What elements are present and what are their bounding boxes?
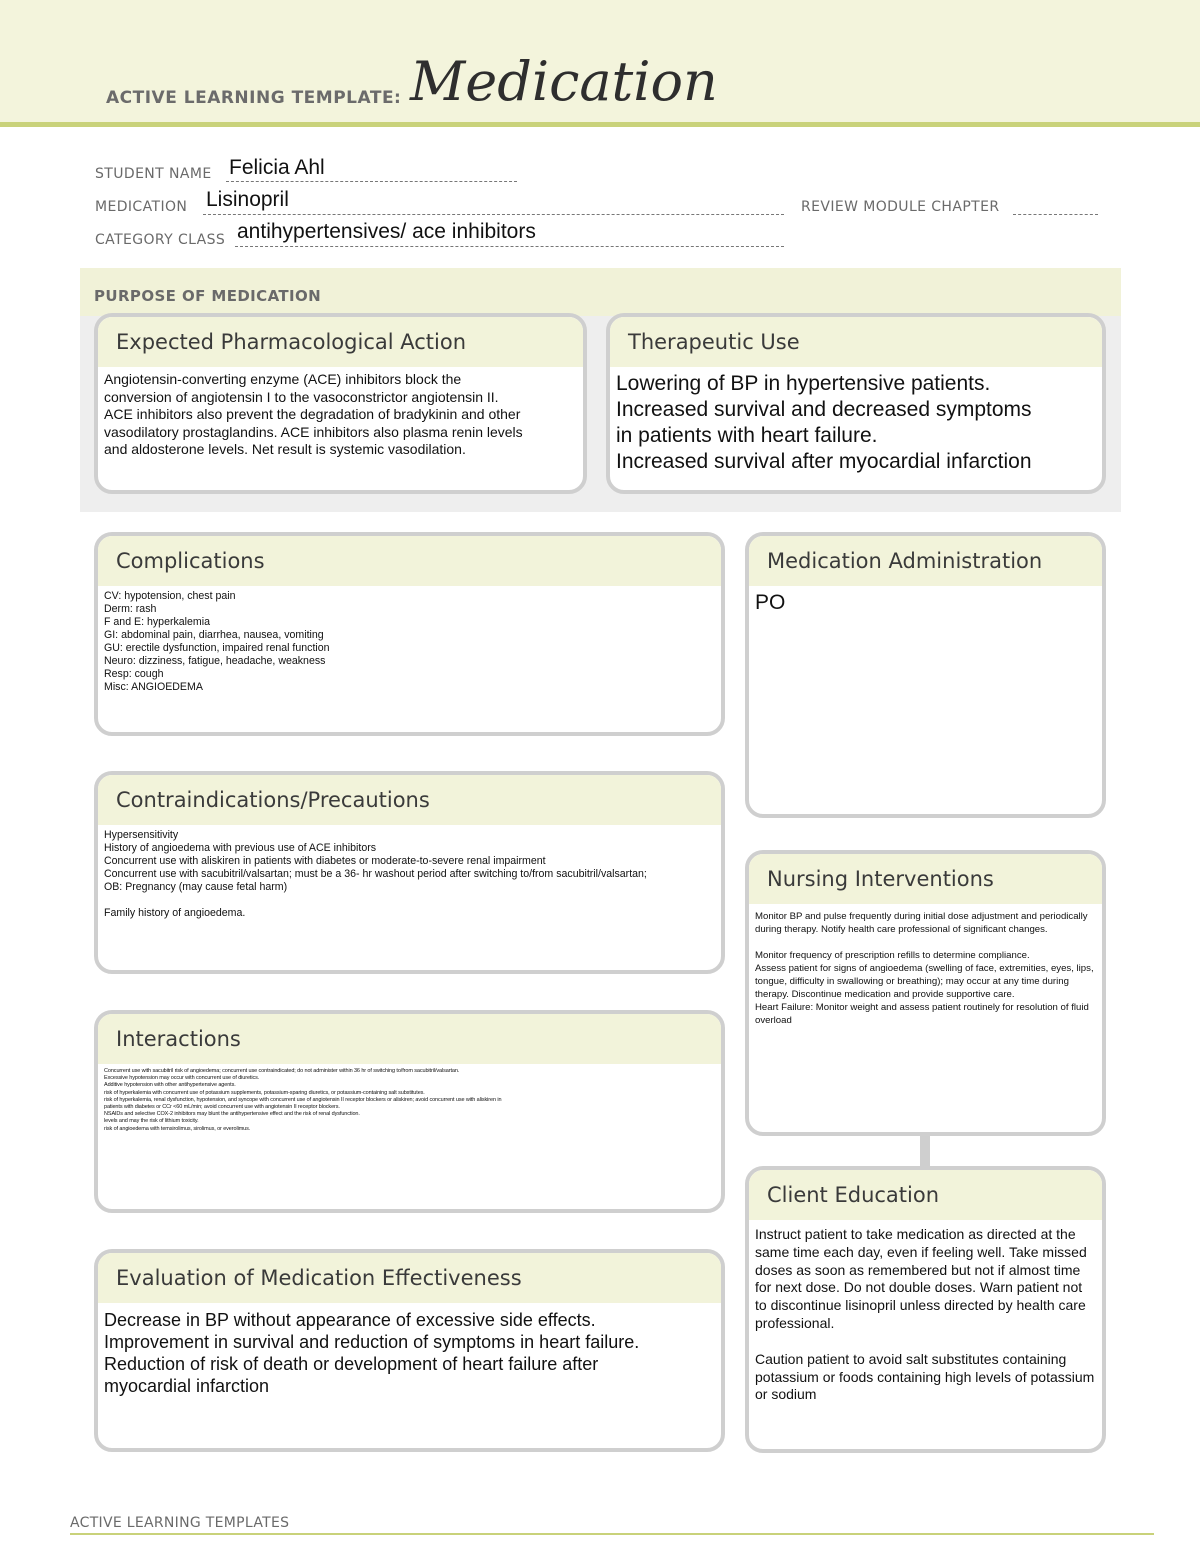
complications-box [94, 532, 725, 736]
text-line: Increased survival and decreased symptoms [616, 398, 1032, 421]
text-line: Neuro: dizziness, fatigue, headache, weakness [104, 655, 326, 667]
text-line: Derm: rash [104, 603, 157, 615]
interactions-box [94, 1010, 725, 1213]
text-line: conversion of angiotensin I to the vasoconstrictor angiotensin II. [104, 388, 499, 405]
client-education-text[interactable] [749, 1220, 1102, 1410]
complications-header [98, 536, 721, 586]
evaluation-box [94, 1249, 725, 1452]
text-line: Additive hypotension with other antihypertensive agents. [104, 1082, 236, 1089]
text-line: patients with diabetes or CCr <60 mL/min; avoid concurrent use with angiotensin II receptor blockers. [104, 1104, 340, 1111]
administration-text[interactable] [749, 586, 1102, 622]
nursing-header [749, 854, 1102, 904]
text-line: risk of angioedema with temsirolimus, sirolimus, or everolimus. [104, 1125, 251, 1132]
evaluation-header [98, 1253, 721, 1303]
text-line: CV: hypotension, chest pain [104, 590, 236, 602]
text-line: GU: erectile dysfunction, impaired renal function [104, 642, 330, 654]
complications-title: Complications [116, 549, 265, 573]
nursing-title: Nursing Interventions [767, 867, 994, 891]
evaluation-title: Evaluation of Medication Effectiveness [116, 1266, 522, 1290]
expected-action-text[interactable] [98, 367, 583, 465]
nursing-box [745, 850, 1106, 1136]
administration-header [749, 536, 1102, 586]
text-paragraph: Monitor BP and pulse frequently during initial dose adjustment and periodically during therapy. Notify health care professional of significant changes. [755, 911, 1088, 935]
medication-value: Lisinopril [206, 188, 289, 211]
text-line: Resp: cough [104, 668, 164, 680]
nursing-text[interactable] [749, 904, 1102, 1033]
text-paragraph: Caution patient to avoid salt substitutes containing potassium or foods containing high levels of potassium or sodium [755, 1350, 1095, 1403]
footer-rule [70, 1533, 1154, 1535]
text-line: Increased survival after myocardial infarction [616, 450, 1032, 473]
text-line: Hypersensitivity [104, 829, 179, 841]
spacer [755, 936, 1096, 949]
text-line: Concurrent use with aliskiren in patients with diabetes or moderate-to-severe renal impairment [104, 855, 546, 867]
text-line: Family history of angioedema. [104, 907, 246, 919]
text-line: F and E: hyperkalemia [104, 616, 210, 628]
therapeutic-use-header [610, 317, 1102, 367]
text-line: ACE inhibitors also prevent the degradation of bradykinin and other [104, 406, 521, 422]
text-paragraph: Heart Failure: Monitor weight and assess patient routinely for resolution of fluid overload [755, 1002, 1089, 1026]
client-education-box [745, 1166, 1106, 1453]
client-education-title: Client Education [767, 1183, 940, 1207]
client-education-header [749, 1170, 1102, 1220]
review-module-field[interactable] [1013, 195, 1098, 215]
contraindications-header [98, 775, 721, 825]
text-paragraph: Monitor frequency of prescription refills to determine compliance. [755, 950, 1030, 961]
expected-action-header [98, 317, 583, 367]
text-paragraph: Instruct patient to take medication as directed at the same time each day, even if feeling well. Take missed doses as soon as remembered but not if almost time for next dose. Do not double doses. Warn patient not to discontinue lisinopril unless directed by health care professional. [755, 1226, 1087, 1331]
review-module-label: REVIEW MODULE CHAPTER [801, 199, 1000, 215]
category-class-value: antihypertensives/ ace inhibitors [237, 220, 536, 243]
text-line: risk of hyperkalemia, renal dysfunction, hypotension, and syncope with concurrent use of angiotensin II receptor blockers or aliskiren; avoid concurrent use with aliskiren in [104, 1096, 502, 1103]
text-line: risk of hyperkalemia with concurrent use of potassium supplements, potassium-sparing diuretics, or potassium-containing salt substitutes. [104, 1089, 425, 1096]
interactions-header [98, 1014, 721, 1064]
text-line: myocardial infarction [104, 1376, 270, 1396]
administration-title: Medication Administration [767, 549, 1043, 573]
therapeutic-use-title: Therapeutic Use [628, 330, 800, 354]
text-line: PO [755, 591, 786, 614]
spacer [104, 894, 715, 907]
medication-label: MEDICATION [95, 199, 188, 215]
text-line: Decrease in BP without appearance of excessive side effects. [104, 1310, 596, 1330]
text-line: History of angioedema with previous use of ACE inhibitors [104, 842, 377, 854]
text-paragraph: Assess patient for signs of angioedema (swelling of face, extremities, eyes, lips, tongue, difficulty in swallowing or breathing); may occur at any time during therapy. Discontinue medication and provide supportive care. [755, 963, 1094, 1000]
interactions-title: Interactions [116, 1027, 241, 1051]
text-line: Lowering of BP in hypertensive patients. [616, 372, 991, 395]
contraindications-box [94, 771, 725, 974]
contraindications-text[interactable] [98, 825, 721, 926]
contraindications-title: Contraindications/Precautions [116, 788, 430, 812]
text-line: Reduction of risk of death or development of heart failure after [104, 1354, 599, 1374]
therapeutic-use-box [606, 313, 1106, 494]
text-line: Misc: ANGIOEDEMA [104, 681, 203, 693]
text-line: OB: Pregnancy (may cause fetal harm) [104, 881, 288, 893]
evaluation-text[interactable] [98, 1303, 721, 1403]
administration-box [745, 532, 1106, 818]
therapeutic-use-text[interactable] [610, 367, 1102, 481]
medication-field[interactable] [203, 195, 784, 215]
footer-label: ACTIVE LEARNING TEMPLATES [70, 1515, 290, 1531]
text-line: levels and may the risk of lithium toxicity. [104, 1118, 199, 1125]
text-line: Concurrent use with sacubitril risk of angioedema; concurrent use contraindicated; do not administer within 36 hr of switching to/from sacubitril/valsartan. [104, 1068, 460, 1074]
text-line: and aldosterone levels. Net result is systemic vasodilation. [104, 441, 466, 457]
template-title: Medication [410, 50, 718, 113]
header-rule [0, 122, 1200, 127]
expected-action-title: Expected Pharmacological Action [116, 330, 467, 354]
complications-text[interactable] [98, 586, 721, 700]
student-name-value: Felicia Ahl [229, 156, 325, 179]
text-line: vasodilatory prostaglandins. ACE inhibitors also plasma renin levels [104, 423, 523, 440]
text-line: Angiotensin-converting enzyme (ACE) inhibitors block the [104, 371, 462, 387]
text-line: Concurrent use with sacubitril/valsartan; must be a 36- hr washout period after switching to/from sacubitril/valsartan; [104, 868, 647, 880]
student-name-label: STUDENT NAME [95, 166, 212, 182]
text-line: GI: abdominal pain, diarrhea, nausea, vomiting [104, 629, 324, 641]
purpose-label: PURPOSE OF MEDICATION [94, 287, 322, 305]
expected-action-box [94, 313, 587, 494]
spacer [755, 1333, 1096, 1351]
template-label: ACTIVE LEARNING TEMPLATE: [106, 88, 402, 108]
text-line: in patients with heart failure. [616, 424, 878, 447]
category-class-label: CATEGORY CLASS [95, 232, 226, 248]
text-line: NSAIDs and selective COX-2 inhibitors may blunt the antihypertensive effect and the risk of renal dysfunction. [104, 1111, 360, 1118]
connector-bar [920, 1134, 930, 1170]
interactions-text[interactable] [98, 1064, 721, 1139]
text-line: Excessive hypotension may occur with concurrent use of diuretics. [104, 1075, 260, 1082]
text-line: Improvement in survival and reduction of symptoms in heart failure. [104, 1332, 640, 1352]
